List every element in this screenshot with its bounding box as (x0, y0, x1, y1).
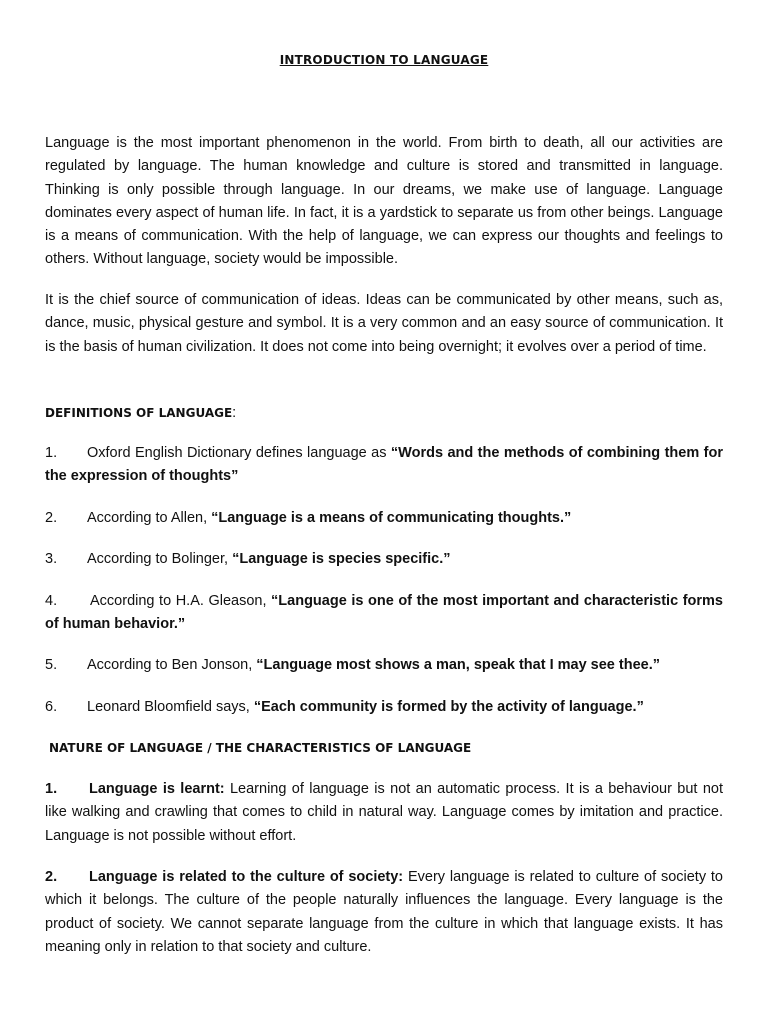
characteristic-item (45, 866, 723, 959)
definition-number: 4. (45, 593, 58, 609)
definition-item (45, 548, 723, 571)
definitions-heading-text: DEFINITIONS OF LANGUAGE (45, 406, 233, 420)
intro-paragraph-1: Language is the most important phenomenon in the world. From birth to death, all our activities are regulated by language. The human knowledge and culture is stored and transmitted in language. Thinking is only possible through language. In our dreams, we make use of language. Language dominates every aspect of human life. In fact, it is a yardstick to separate us from other beings. Language is a means of communication. With the help of language, we can express our thoughts and feelings to others. Without language, society would be impossible. (45, 135, 723, 268)
definition-quote: “Language is species specific.” (232, 551, 451, 567)
definitions-heading (45, 405, 236, 421)
definition-number: 5. (45, 657, 58, 673)
definition-number: 6. (45, 699, 58, 715)
definition-lead: Oxford English Dictionary defines language as (87, 445, 391, 461)
definition-item (45, 654, 723, 677)
characteristic-item (45, 778, 723, 848)
definition-lead: According to Bolinger, (87, 551, 233, 567)
definition-quote: “Language is a means of communicating thoughts.” (211, 510, 572, 526)
characteristic-heading: Language is related to the culture of society: (89, 869, 404, 885)
definition-item (45, 696, 723, 719)
definition-lead: Leonard Bloomfield says, (87, 699, 254, 715)
page-title: INTRODUCTION TO LANGUAGE (279, 53, 489, 67)
definition-quote: “Each community is formed by the activity of language.” (253, 699, 644, 715)
definitions-heading-colon: : (232, 405, 237, 421)
definition-quote: “Language is one of the most important and characteristic forms of human behavior.” (45, 593, 723, 633)
intro-paragraph-2: It is the chief source of communication of ideas. Ideas can be communicated by other means, such as, dance, music, physical gesture and symbol. It is a very common and an easy source of communication. It is the basis of human civilization. It does not come into being overnight; it evolves over a period of time. (45, 292, 723, 355)
characteristic-number: 2. (45, 869, 58, 885)
characteristic-number: 1. (45, 781, 58, 797)
definition-lead: According to H.A. Gleason, (90, 593, 272, 609)
definition-item (45, 590, 723, 637)
definition-number: 3. (45, 551, 58, 567)
definition-lead: According to Ben Jonson, (87, 657, 257, 673)
definition-number: 1. (45, 445, 58, 461)
definition-number: 2. (45, 510, 58, 526)
characteristic-text: Learning of language is not an automatic process. It is a behaviour but not like walking and crawling that comes to child in natural way. Language comes by imitation and practice. Language is not possible without effort. (45, 781, 723, 844)
definition-lead: According to Allen, (87, 510, 212, 526)
characteristic-heading: Language is learnt: (89, 781, 225, 797)
characteristic-text: Every language is related to culture of society to which it belongs. The culture of the people naturally influences the language. Every language is the product of society. We cannot separate language from the culture in which that language exists. It has meaning only in relation to that society and culture. (45, 869, 723, 955)
definition-item (45, 507, 723, 530)
definition-quote: “Language most shows a man, speak that I may see thee.” (256, 657, 660, 673)
definition-quote: “Words and the methods of combining them for the expression of thoughts” (45, 445, 724, 485)
nature-heading: NATURE OF LANGUAGE / THE CHARACTERISTICS OF LANGUAGE (49, 741, 472, 755)
definition-item (45, 442, 723, 489)
